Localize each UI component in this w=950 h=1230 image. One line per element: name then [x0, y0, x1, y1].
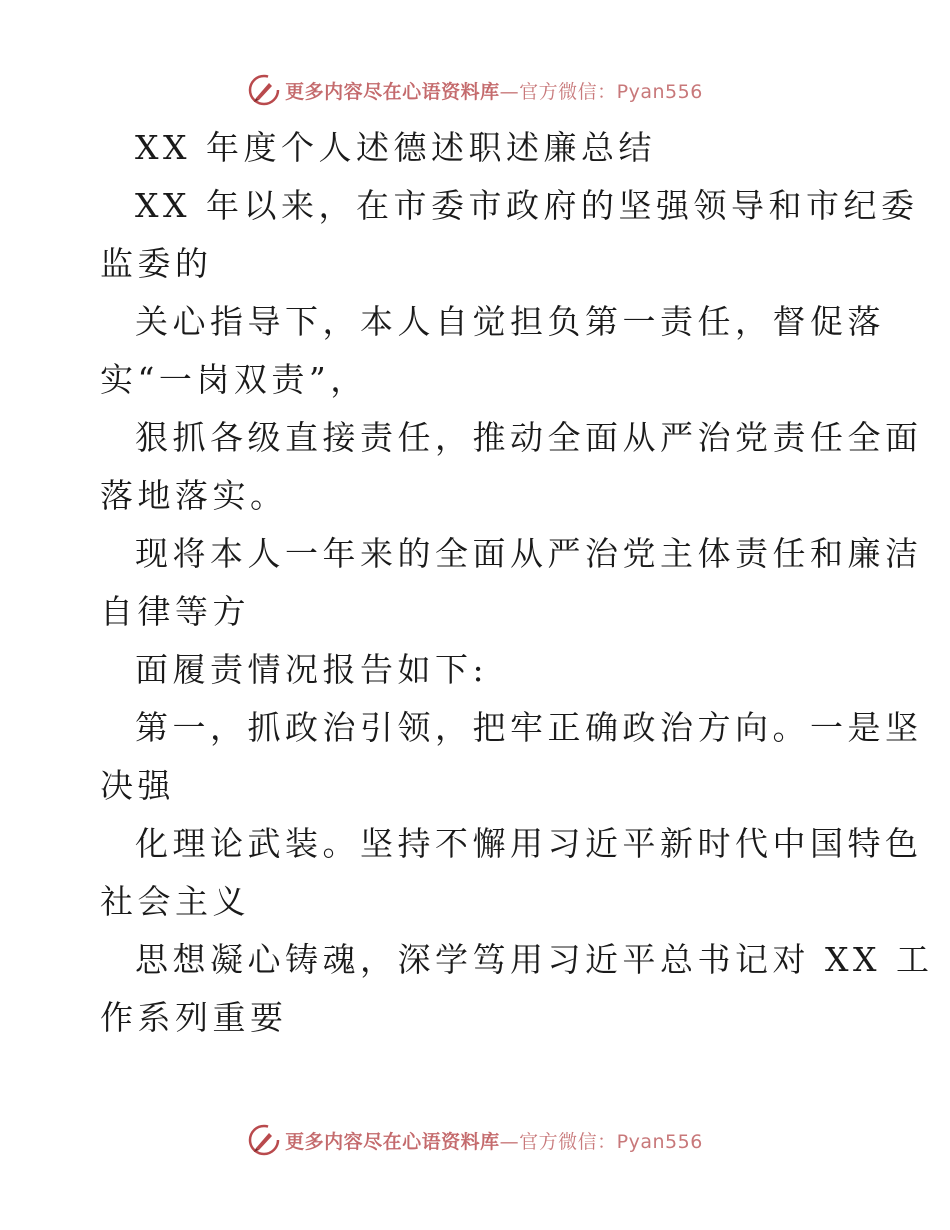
footer-watermark [0, 1120, 950, 1160]
paragraph-line: 自律等方 [100, 592, 250, 631]
paragraph-line: 现将本人一年来的全面从严治党主体责任和廉洁 [135, 534, 923, 573]
watermark-wechat: 官方微信：Pyan556 [519, 80, 703, 103]
paragraph-line: 落地落实。 [100, 476, 288, 515]
header-watermark [0, 70, 950, 110]
watermark-text [285, 77, 703, 104]
paragraph-line: 实“一岗双责”， [100, 360, 368, 399]
paragraph-line: XX 年以来，在市委市政府的坚强领导和市纪委 [135, 186, 919, 225]
paragraph-line: 面履责情况报告如下: [135, 650, 489, 689]
quill-logo-icon [247, 73, 281, 107]
quill-logo-icon [247, 1123, 281, 1157]
paragraph-line: 监委的 [100, 244, 213, 283]
document-title: XX 年度个人述德述职述廉总结 [135, 128, 656, 167]
paragraph-line: 狠抓各级直接责任，推动全面从严治党责任全面 [135, 418, 923, 457]
paragraph-line: 思想凝心铸魂，深学笃用习近平总书记对 XX 工 [135, 940, 934, 979]
watermark-separator: — [499, 1130, 520, 1153]
watermark-wechat: 官方微信：Pyan556 [519, 1130, 703, 1153]
paragraph-line: 作系列重要 [100, 998, 288, 1037]
watermark-text [285, 1127, 703, 1154]
watermark-separator: — [499, 80, 520, 103]
paragraph-line: 社会主义 [100, 882, 250, 921]
paragraph-line: 化理论武装。坚持不懈用习近平新时代中国特色 [135, 824, 923, 863]
paragraph-line: 关心指导下，本人自觉担负第一责任，督促落 [135, 302, 885, 341]
watermark-brand: 更多内容尽在心语资料库 [285, 1130, 500, 1153]
watermark-brand: 更多内容尽在心语资料库 [285, 80, 500, 103]
paragraph-line: 第一，抓政治引领，把牢正确政治方向。一是坚 [135, 708, 923, 747]
paragraph-line: 决强 [100, 766, 175, 805]
